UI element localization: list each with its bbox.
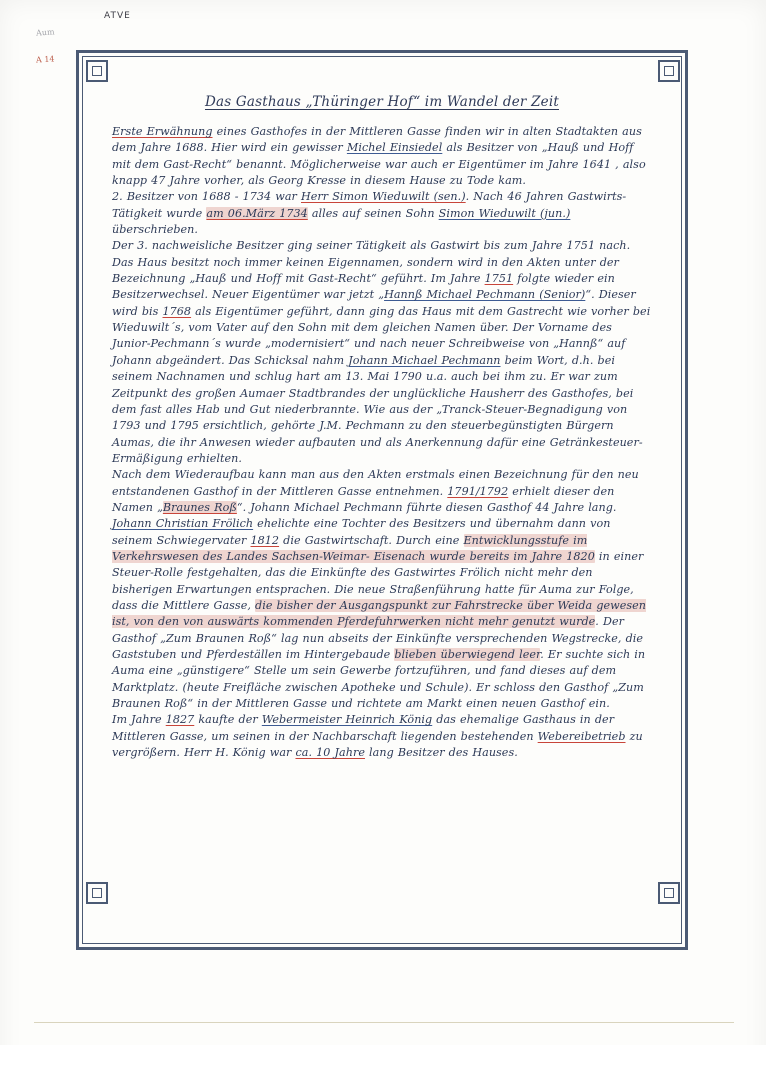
body-text: als Eigentümer geführt, dann ging das Haus mit dem Gastrecht wie vorher bei Wieduwilt´s, vom Vater auf den Sohn mit dem gleichen Namen über. Der Vorname des Junior-Pechmann´s wurde „modernisiert“ und nach neuer Schreibweise von „Hannß“ auf Johann abgeändert. Das Schicksal nahm [112,304,651,367]
annotated-text: Johann Christian Frölich [112,517,254,531]
scan-artifact-line [34,1022,734,1023]
paragraph [112,124,652,189]
body-text: Der 3. nachweisliche Besitzer ging seiner Tätigkeit als Gastwirt bis zum Jahre 1751 nach. Das Haus besitzt noch immer keinen Eigennamen, sondern wird in den Akten unter der Bezeichnung „Hauß und Hoff mit Gast-Recht“ geführt. Im Jahre [112,239,631,286]
annotated-text: Webermeister Heinrich König [261,713,433,727]
body-text: folgte wieder ein Besitzerwechsel. Neuer Eigentümer war jetzt „ [112,272,615,302]
annotated-text: 1751 [484,272,514,286]
body-text: “. Dieser wird bis [112,288,636,318]
archive-mark-label: ATVE [104,11,131,21]
paragraph-container [112,124,652,761]
annotated-text: 1827 [165,713,195,727]
body-text: kaufte der [194,713,262,727]
annotated-text: Webereibetrieb [537,729,626,743]
annotated-text: 1768 [162,304,192,318]
body-text: . Nach 46 Jahren Gastwirts-Tätigkeit wurde [112,190,627,220]
body-text: “. Johann Michael Pechmann führte diesen Gasthof 44 Jahre lang. [236,500,617,514]
annotated-text: Entwicklungsstufe im Verkehrswesen des Landes Sachsen-Weimar- Eisenach wurde bereits im Jahre 1820 [112,533,595,563]
annotated-text: 1791/1792 [447,484,509,498]
document-title: Das Gasthaus „Thüringer Hof“ im Wandel der Zeit [204,94,559,110]
corner-ornament-bottom-right [658,882,680,904]
annotated-text: Simon Wieduwilt (jun.) [438,206,571,220]
body-text: Im Jahre [112,713,166,727]
archive-stamp: A 14 [35,54,55,65]
annotated-text: 1812 [250,533,280,547]
annotated-text: Johann Michael Pechmann [348,353,501,367]
body-text: ehelichte eine Tochter des Besitzers und übernahm dann von seinem Schwiegervater [112,517,611,547]
body-text: . Er suchte sich in Auma eine „günstigere“ Stelle um sein Gewerbe fortzuführen, und fand dieses auf dem Marktplatz. (heute Freifläche zwischen Apotheke und Schule). Er schloss den Gasthof „Zum Braunen Roß“ in der Mittleren Gasse und richtete am Markt einen neuen Gasthof ein. [112,648,646,711]
body-text: eines Gasthofes in der Mittleren Gasse finden wir in alten Stadtakten aus dem Jahre 1688. Hier wird ein gewisser [112,125,642,155]
annotated-text: Herr Simon Wieduwilt (sen.) [301,190,466,204]
body-text: das ehemalige Gasthaus in der Mittleren Gasse, um seinen in der Nachbarschaft liegenden bestehenden [112,713,615,743]
archive-scribble: Aum [35,27,55,38]
body-text: überschrieben. [112,223,198,237]
body-text: die Gastwirtschaft. Durch eine [279,533,464,547]
paragraph [112,467,652,712]
body-text: beim Wort, d.h. bei seinem Nachnamen und schlug hart am 13. Mai 1790 u.a. auch bei ihm zu. Er war zum Zeitpunkt des großen Aumaer Stadtbrandes der unglückliche Hausherr des Gasthofes, bei dem fast alles Hab und Gut niederbrannte. Wie aus der „Tranck-Steuer-Begnadigung von 1793 und 1795 ersichtlich, gehörte J.M. Pechmann zu den steuerbegünstigten Bürgern Aumas, die ihr Anwesen wieder aufbauten und als Anerkennung dafür eine Getränkesteuer-Ermäßigung erhielten. [112,353,643,465]
scan-edge-margin [0,1045,766,1080]
body-text: in einer Steuer-Rolle festgehalten, das die Einkünfte des Gastwirtes Frölich nicht mehr den bisherigen Erwartungen entsprachen. Die neue Straßenführung hatte für Auma zur Folge, dass die Mittlere Gasse, [112,549,644,612]
body-text: alles auf seinen Sohn [307,206,439,220]
annotated-text: Braunes Roß [162,500,237,514]
paragraph [112,712,652,761]
annotated-text: die bisher der Ausgangspunkt zur Fahrstrecke über Weida gewesen ist, von den von auswärts kommenden Pferdefuhrwerken nicht mehr genutzt wurde [112,598,647,629]
body-text: 2. Besitzer von 1688 - 1734 war [112,190,301,204]
corner-ornament-top-left [86,60,108,82]
corner-ornament-top-right [658,60,680,82]
body-text: erhielt dieser den Namen „ [112,484,615,514]
document-body [112,84,652,914]
paragraph [112,238,652,467]
body-text: . Der Gasthof „Zum Braunen Roß“ lag nun abseits der Einkünfte versprechenden Wegstrecke, die Gaststuben und Pferdeställen im Hintergebaude [112,615,644,661]
annotated-text: Erste Erwähnung [112,125,213,138]
paragraph [112,189,652,238]
annotated-text: ca. 10 Jahre [295,746,365,760]
body-text: Nach dem Wiederaufbau kann man aus den Akten erstmals einen Bezeichnung für den neu entstandenen Gasthof in der Mittleren Gasse entnehmen. [112,468,639,498]
body-text: zu vergrößern. Herr H. König war [112,729,643,760]
annotated-text: am 06.März 1734 [206,206,308,220]
body-text: lang Besitzer des Hauses. [364,746,518,760]
annotated-text: Michel Einsiedel [346,141,443,155]
annotated-text: Hannß Michael Pechmann (Senior) [384,288,586,302]
annotated-text: blieben überwiegend leer [394,648,541,661]
corner-ornament-bottom-left [86,882,108,904]
body-text: als Besitzer von „Hauß und Hoff mit dem Gast-Recht“ benannt. Möglicherweise war auch er Eigentümer im Jahre 1641 , also knapp 47 Jahre vorher, als Georg Kresse in diesem Hause zu Tode kam. [112,141,646,188]
